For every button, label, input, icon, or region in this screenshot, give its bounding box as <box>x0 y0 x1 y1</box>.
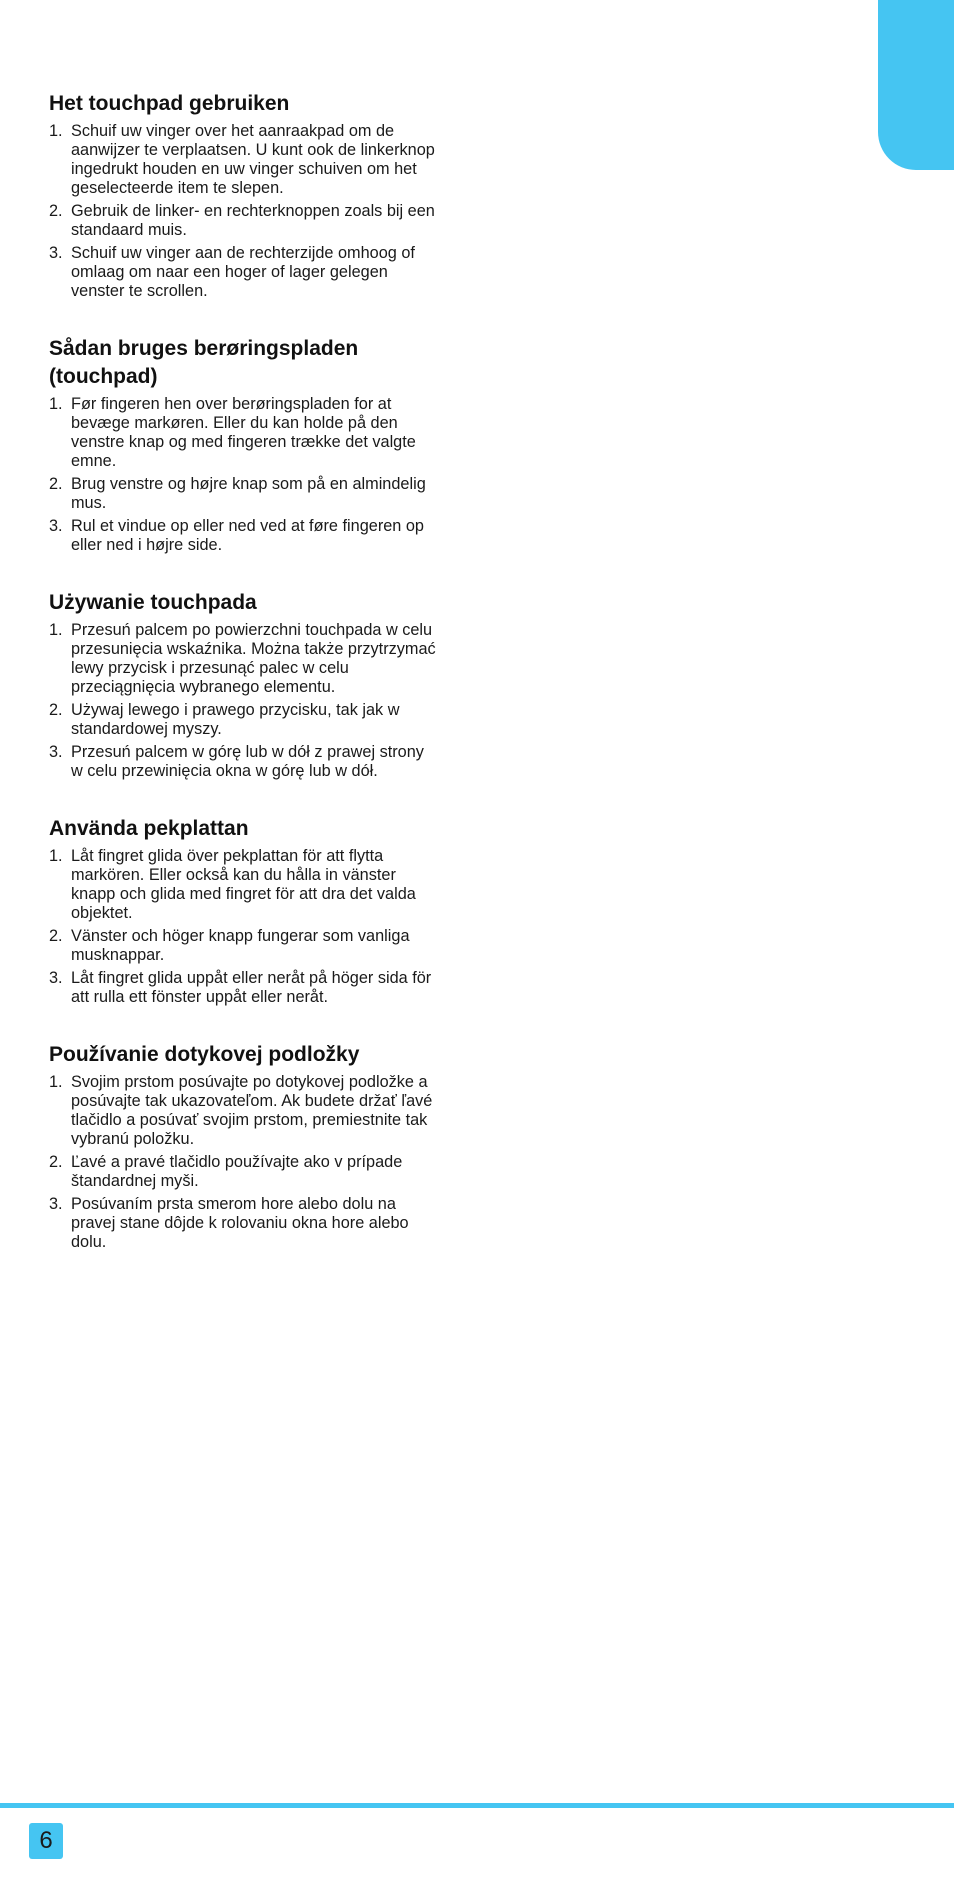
step-number: 3. <box>49 969 63 987</box>
section-title: Het touchpad gebruiken <box>49 92 290 115</box>
step-text: Svojim prstom posúvajte po dotykovej podložke a posúvajte tak ukazovateľom. Ak budete držať ľavé tlačidlo a posúvať svojim prstom, premiestnite tak vybranú položku. <box>71 1073 433 1148</box>
step-number: 1. <box>49 621 63 639</box>
section-title: Använda pekplattan <box>49 817 249 840</box>
step-item <box>49 122 439 198</box>
step-number: 2. <box>49 701 63 719</box>
section-title: Sådan bruges berøringspladen (touchpad) <box>49 337 359 388</box>
step-item <box>49 475 439 513</box>
section-swedish <box>49 815 439 1007</box>
step-item <box>49 517 439 555</box>
step-text: Schuif uw vinger aan de rechterzijde omhoog of omlaag om naar een hoger of lager gelegen venster te scrollen. <box>71 244 415 300</box>
steps-list <box>49 1073 439 1252</box>
step-text: Ľavé a pravé tlačidlo používajte ako v prípade štandardnej myši. <box>71 1153 403 1190</box>
page-number: 6 <box>29 1823 63 1859</box>
step-item <box>49 743 439 781</box>
step-item <box>49 847 439 923</box>
section-danish <box>49 335 439 555</box>
step-text: Før fingeren hen over berøringspladen for at bevæge markøren. Eller du kan holde på den venstre knap og med fingeren trække det valgte emne. <box>71 395 416 470</box>
step-text: Brug venstre og højre knap som på en almindelig mus. <box>71 475 426 512</box>
step-item <box>49 1073 439 1149</box>
step-text: Vänster och höger knapp fungerar som vanliga musknappar. <box>71 927 410 964</box>
step-number: 1. <box>49 395 63 413</box>
step-item <box>49 244 439 301</box>
step-number: 2. <box>49 475 63 493</box>
step-number: 1. <box>49 122 63 140</box>
steps-list <box>49 122 439 301</box>
step-item <box>49 701 439 739</box>
step-number: 2. <box>49 1153 63 1171</box>
step-text: Gebruik de linker- en rechterknoppen zoals bij een standaard muis. <box>71 202 435 239</box>
section-title: Używanie touchpada <box>49 591 257 614</box>
footer-divider <box>0 1803 954 1808</box>
steps-list <box>49 621 439 781</box>
step-text: Låt fingret glida uppåt eller neråt på höger sida för att rulla ett fönster uppåt eller neråt. <box>71 969 432 1006</box>
step-item <box>49 969 439 1007</box>
step-item <box>49 202 439 240</box>
step-number: 3. <box>49 1195 63 1213</box>
step-text: Używaj lewego i prawego przycisku, tak jak w standardowej myszy. <box>71 701 400 738</box>
step-number: 1. <box>49 847 63 865</box>
corner-color-tab <box>878 0 954 170</box>
step-item <box>49 1153 439 1191</box>
step-text: Låt fingret glida över pekplattan för att flytta markören. Eller också kan du hålla in vänster knapp och glida med fingret för att dra det valda objektet. <box>71 847 416 922</box>
step-number: 3. <box>49 517 63 535</box>
step-number: 3. <box>49 743 63 761</box>
step-number: 2. <box>49 927 63 945</box>
steps-list <box>49 395 439 555</box>
manual-content <box>49 90 439 1286</box>
step-text: Posúvaním prsta smerom hore alebo dolu na pravej stane dôjde k rolovaniu okna hore alebo dolu. <box>71 1195 409 1251</box>
step-text: Przesuń palcem w górę lub w dół z prawej strony w celu przewinięcia okna w górę lub w dół. <box>71 743 424 780</box>
step-number: 3. <box>49 244 63 262</box>
section-polish <box>49 589 439 781</box>
step-item <box>49 1195 439 1252</box>
step-text: Schuif uw vinger over het aanraakpad om de aanwijzer te verplaatsen. U kunt ook de linkerknop ingedrukt houden en uw vinger schuiven om het geselecteerde item te slepen. <box>71 122 435 197</box>
step-item <box>49 621 439 697</box>
step-item <box>49 927 439 965</box>
step-text: Przesuń palcem po powierzchni touchpada w celu przesunięcia wskaźnika. Można także przytrzymać lewy przycisk i przesunąć palec w celu przeciągnięcia wybranego elementu. <box>71 621 436 696</box>
step-item <box>49 395 439 471</box>
steps-list <box>49 847 439 1007</box>
section-dutch <box>49 90 439 301</box>
section-title: Používanie dotykovej podložky <box>49 1043 360 1066</box>
step-number: 1. <box>49 1073 63 1091</box>
step-text: Rul et vindue op eller ned ved at føre fingeren op eller ned i højre side. <box>71 517 424 554</box>
section-slovak <box>49 1041 439 1252</box>
step-number: 2. <box>49 202 63 220</box>
